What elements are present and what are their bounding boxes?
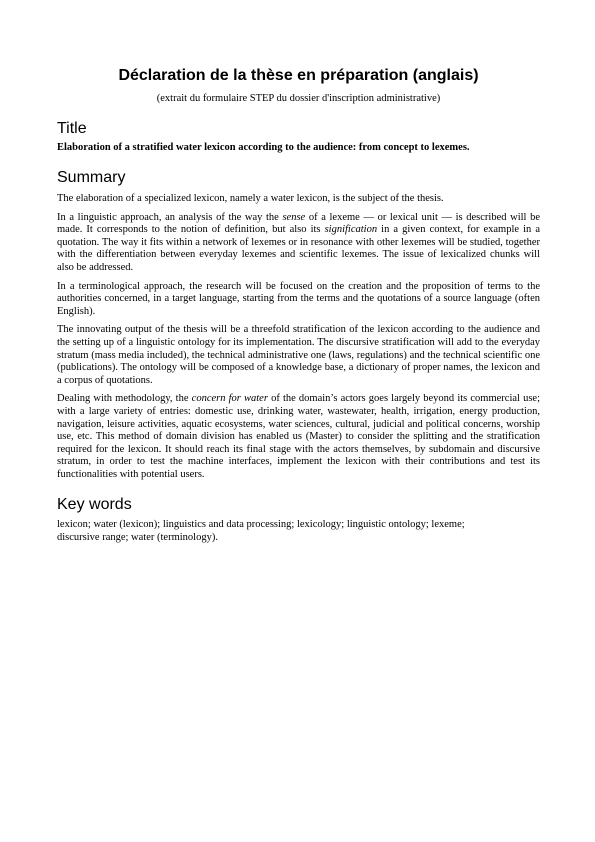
document-title: Déclaration de la thèse en préparation (anglais) — [118, 67, 479, 84]
paragraph-2-text-a: In a linguistic approach, an analysis of the way the — [57, 211, 283, 223]
keywords-heading: Key words — [57, 496, 132, 514]
paragraph-5-text-a: Dealing with methodology, the — [57, 393, 192, 405]
document-subtitle: (extrait du formulaire STEP du dossier d'inscription administrative) — [156, 93, 441, 104]
keywords-text — [57, 519, 540, 544]
paragraph-5-text-b: of the domain’s actors goes largely beyond its commercial use; with a large variety of entries: domestic use, drinking water, wastewater, health, irrigation, energy production, navigation, leisure activities, aquatic ecosystems, water sciences, cultural, judicial and political concerns, worship use, etc. This method of domain division has enabled us (Master) to consider the splitting and the stratification required for the lexicon. It should reach its final stage with the actors themselves, by subdomain and discursive stratum, in order to test the machine interfaces, implement the lexicon with their contributions and test its functionalities with potential users. — [57, 393, 540, 480]
emphasis-concern-for-water: concern for water — [191, 393, 268, 405]
paragraph-2-text-b: of a lexeme — or lexical unit — is described will be made. It corresponds to the notion of definition, but also its — [57, 211, 540, 236]
summary-paragraph-1: The elaboration of a specialized lexicon, namely a water lexicon, is the subject of the thesis. — [57, 193, 444, 204]
summary-paragraph-2 — [57, 212, 540, 275]
keywords-line-1: lexicon; water (lexicon); linguistics and data processing; lexicology; linguistic ontology; lexeme; — [57, 519, 465, 531]
thesis-title-text: Elaboration of a stratified water lexicon according to the audience: from concept to lexemes. — [57, 142, 470, 153]
document-page — [57, 66, 540, 545]
summary-paragraph-4: The innovating output of the thesis will be a threefold stratification of the lexicon according to the audience and the setting up of a linguistic ontology for its implementation. The discursive stratification will add to the everyday stratum (mass media included), the technical administrative one (laws, regulations) and the technical scientific one (publications). The ontology will be composed of a knowledge base, a dictionary of proper names, the lexicon and a corpus of quotations. — [57, 324, 540, 386]
title-heading: Title — [57, 120, 87, 137]
emphasis-sense: sense — [282, 211, 306, 223]
keywords-line-2: discursive range; water (terminology). — [57, 532, 218, 544]
paragraph-2-text-c: in a given context, for example in a quotation. The way it fits within a network of lexemes or in resonance with other lexemes will be studied, together with the differentiation between everyday lexemes and scientific lexemes. The issue of lexicalized chunks will also be addressed. — [57, 224, 540, 273]
summary-paragraph-3: In a terminological approach, the research will be focused on the creation and the proposition of terms to the authorities concerned, in a target language, starting from the terms and the quotations of a source language (often English). — [57, 280, 540, 317]
summary-heading: Summary — [57, 169, 126, 186]
summary-paragraph-5 — [57, 393, 540, 481]
emphasis-signification: signification — [324, 224, 378, 236]
summary-body — [57, 193, 540, 481]
